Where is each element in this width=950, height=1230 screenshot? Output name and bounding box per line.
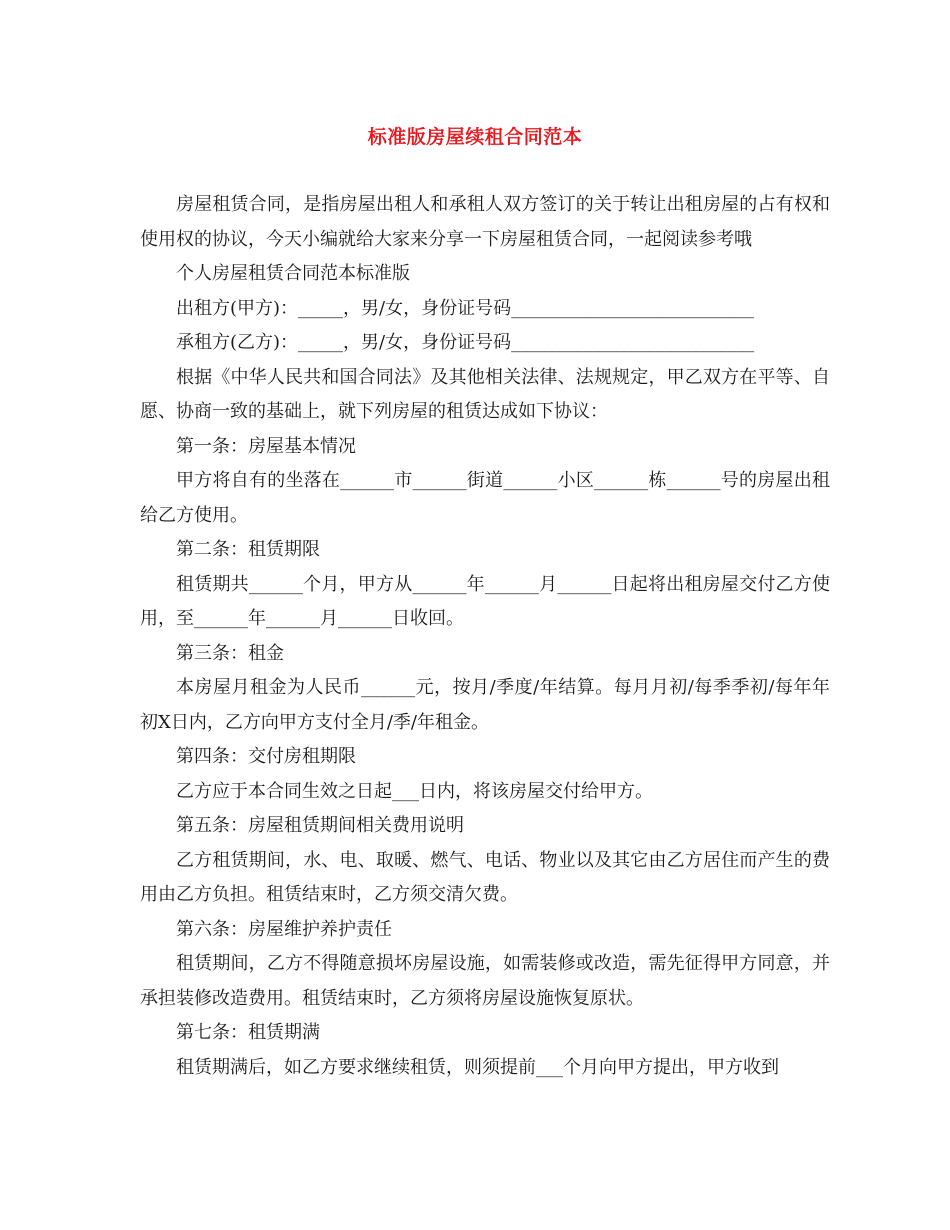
article-3-body: 本房屋月租金为人民币______元，按月/季度/年结算。每月月初/每季季初/每年年初X日内，乙方向甲方支付全月/季/年租金。 xyxy=(140,677,830,733)
document-body xyxy=(140,188,830,1085)
article-3-heading: 第三条：租金 xyxy=(176,642,284,664)
article-7-body: 租赁期满后，如乙方要求继续租赁，则须提前___个月向甲方提出，甲方收到 xyxy=(176,1056,779,1078)
lessor-line: 出租方(甲方)：_____，男/女，身份证号码___________________________ xyxy=(176,297,755,319)
article-4-heading: 第四条：交付房租期限 xyxy=(176,746,356,767)
article-2-body: 租赁期共______个月，甲方从______年______月______日起将出租房屋交付乙方使用，至______年______月______日收回。 xyxy=(140,573,830,629)
intro-paragraph: 房屋租赁合同，是指房屋出租人和承租人双方签订的关于转让出租房屋的占有权和使用权的协议，今天小编就给大家来分享一下房屋租赁合同，一起阅读参考哦 xyxy=(140,194,830,250)
article-2-heading: 第二条：租赁期限 xyxy=(176,539,320,560)
subtitle-paragraph: 个人房屋租赁合同范本标准版 xyxy=(176,263,410,284)
article-4-body: 乙方应于本合同生效之日起___日内，将该房屋交付给甲方。 xyxy=(176,780,653,802)
article-5-body: 乙方租赁期间，水、电、取暖、燃气、电话、物业以及其它由乙方居住而产生的费用由乙方负担。租赁结束时，乙方须交清欠费。 xyxy=(140,849,830,905)
lessee-line: 承租方(乙方)：_____，男/女，身份证号码___________________________ xyxy=(176,332,755,353)
article-5-heading: 第五条：房屋租赁期间相关费用说明 xyxy=(176,815,464,836)
document-title: 标准版房屋续租合同范本 xyxy=(367,126,583,148)
article-1-body: 甲方将自有的坐落在______市______街道______小区______栋______号的房屋出租给乙方使用。 xyxy=(140,470,830,526)
article-6-body: 租赁期间，乙方不得随意损坏房屋设施，如需装修或改造，需先征得甲方同意，并承担装修改造费用。租赁结束时，乙方须将房屋设施恢复原状。 xyxy=(140,953,830,1009)
legal-basis-paragraph: 根据《中华人民共和国合同法》及其他相关法律、法规规定，甲乙双方在平等、自愿、协商一致的基础上，就下列房屋的租赁达成如下协议： xyxy=(140,366,830,422)
article-7-heading: 第七条：租赁期满 xyxy=(176,1022,320,1043)
article-6-heading: 第六条：房屋维护养护责任 xyxy=(176,918,392,940)
article-1-heading: 第一条：房屋基本情况 xyxy=(176,435,356,457)
